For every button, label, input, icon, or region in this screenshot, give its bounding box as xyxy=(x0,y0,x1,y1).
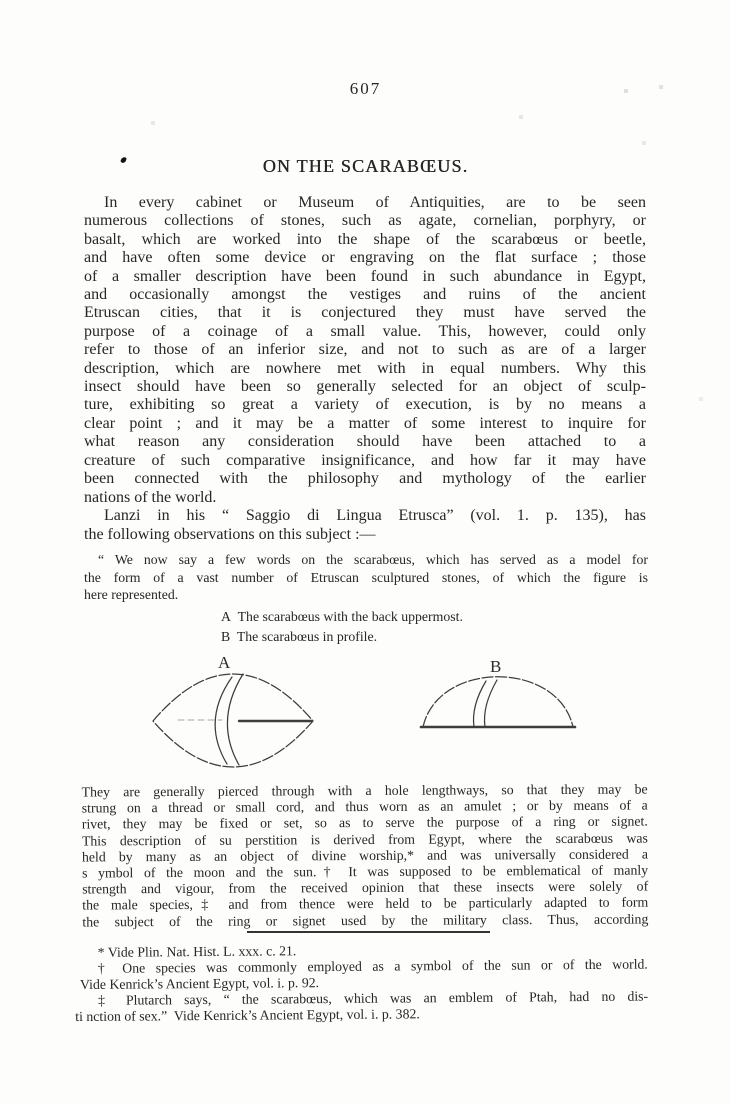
page-number: 607 xyxy=(349,79,382,98)
text-line: rivet, they may be fixed or set, so as to serve the purpose of a ring or signet. xyxy=(81,813,648,832)
text-line: refer to those of an inferior size, and not to such as are of a larger xyxy=(84,341,646,359)
text-line: ture, exhibiting so great a variety of execution, is by no means a xyxy=(84,396,646,414)
paragraph-quotation xyxy=(84,551,648,604)
paragraph-intro xyxy=(84,194,646,507)
text-line: the subject of the ring or signet used by the military class. Thus, according xyxy=(82,911,649,930)
text-line: † One species was commonly employed as a symbol of the sun or of the world. xyxy=(97,956,648,976)
text-line: held by many as an object of divine worship,* and was universally considered a xyxy=(81,846,649,865)
text-line: the following observations on this subject :— xyxy=(84,526,376,543)
paragraph-pierced xyxy=(82,782,649,931)
text-line: numerous collections of stones, such as agate, cornelian, porphyry, or xyxy=(84,212,646,230)
text-line: the form of a vast number of Etruscan sculptured stones, of which the figure is xyxy=(84,569,648,585)
text-line: ‡ Plutarch says, “ the scarabœus, which was an emblem of Ptah, had no dis- xyxy=(98,988,649,1008)
text-line: ti nction of sex.” Vide Kenrick’s Ancient Egypt, vol. i. p. 382. xyxy=(75,1005,420,1024)
text-line: of a smaller description have been found in such abundance in Egypt, xyxy=(84,267,646,285)
text-line: Etruscan cities, that it is conjectured they must have served the xyxy=(84,304,646,322)
text-line: the male species,‡ and from thence were held to be particularly adapted to form xyxy=(82,894,649,913)
text-line: here represented. xyxy=(84,587,179,603)
text-line: B The scarabœus in profile. xyxy=(221,628,378,644)
profile-wing-divider-2 xyxy=(485,680,498,727)
text-line: what reason any consideration should have been attached to a xyxy=(84,433,646,451)
text-line: basalt, which are worked into the shape of the scarabœus or beetle, xyxy=(84,230,646,248)
text-line: nations of the world. xyxy=(84,488,217,506)
text-line: clear point ; and it may be a matter of some interest to inquire for xyxy=(84,414,646,432)
figure-captions xyxy=(221,607,463,646)
text-line: creature of such comparative insignificance, and how far it may have xyxy=(84,451,646,469)
scarab-top-view-drawing xyxy=(153,674,313,767)
text-line: strength and vigour, from the received opinion that these insects were solely of xyxy=(82,878,649,897)
text-line: description, which are nowhere met with in equal numbers. Why this xyxy=(84,359,646,377)
scarab-wing-divider-1 xyxy=(215,677,232,764)
text-line: Vide Kenrick’s Ancient Egypt, vol. i. p. 92. xyxy=(79,974,320,992)
text-line: s ymbol of the moon and the sun.† It was supposed to be emblematical of manly xyxy=(82,862,649,881)
figure-b-label: B xyxy=(490,657,503,676)
paragraph-lanzi xyxy=(84,506,646,544)
text-line: They are generally pierced through with a hole lengthways, so that they may be xyxy=(81,781,648,800)
text-line: Lanzi in his “ Saggio di Lingua Etrusca” (vol. 1. p. 135), has xyxy=(104,507,646,524)
text-line: been connected with the philosophy and mythology of the earlier xyxy=(84,470,646,488)
text-line: strung on a thread or small cord, and thus worn as an amulet ; or by means of a xyxy=(81,797,648,816)
text-line: and have often some device or engraving on the flat surface ; those xyxy=(84,249,646,267)
text-line: “ We now say a few words on the scarabœus, which has served as a model for xyxy=(98,552,648,567)
scan-noise-specks xyxy=(0,0,2,2)
footnotes xyxy=(75,941,649,1025)
text-line: and occasionally amongst the vestiges and ruins of the ancient xyxy=(84,286,646,304)
text-line: * Vide Plin. Nat. Hist. L. xxx. c. 21. xyxy=(97,943,297,960)
scarab-wing-divider-2 xyxy=(227,674,243,765)
scarab-outline-profile xyxy=(423,677,573,727)
text-line: purpose of a coinage of a small value. This, however, could only xyxy=(84,322,646,340)
scarab-profile-drawing xyxy=(421,677,575,727)
footnote-separator xyxy=(247,931,490,933)
text-line: insect should have been so generally selected for an object of sculp- xyxy=(84,378,646,396)
scarab-figure xyxy=(140,650,620,792)
figure-a-label: A xyxy=(218,653,232,672)
text-line: In every cabinet or Museum of Antiquities, are to be seen xyxy=(104,194,646,211)
article-title: ON THE SCARABŒUS. xyxy=(262,156,469,176)
text-line: A The scarabœus with the back uppermost. xyxy=(221,609,463,624)
text-line: This description of su perstition is derived from Egypt, where the scarabœus was xyxy=(81,830,648,849)
